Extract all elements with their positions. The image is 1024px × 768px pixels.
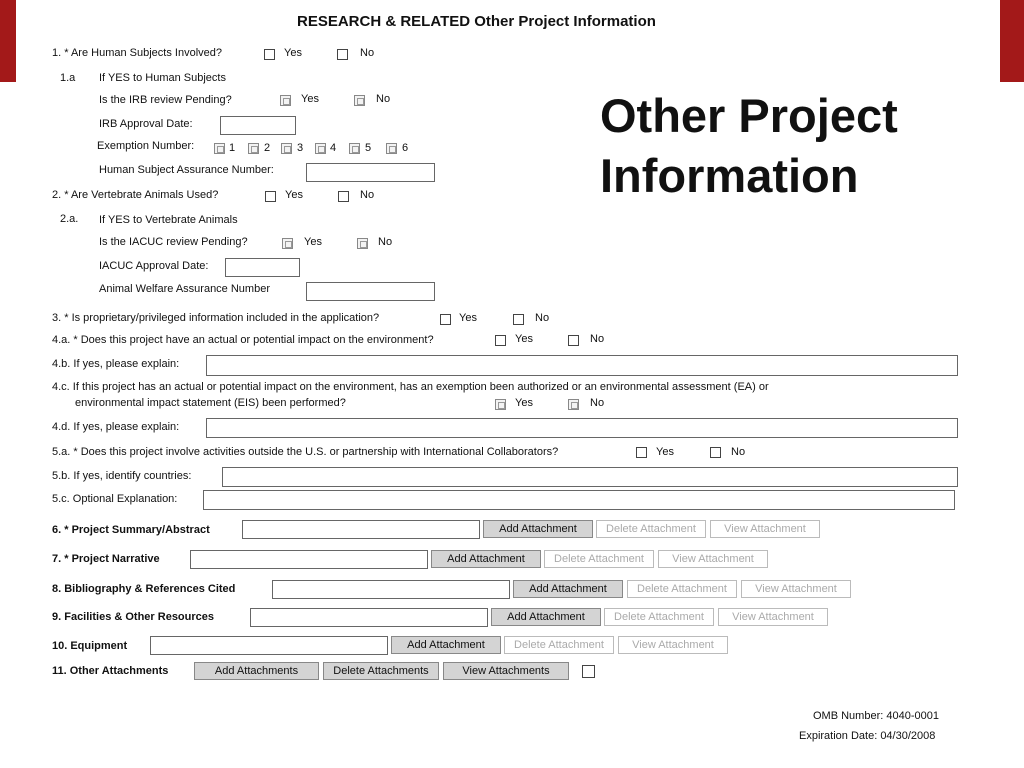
q4d-label: 4.d. If yes, please explain:: [52, 421, 180, 433]
iacuc-pending-yes-label: Yes: [304, 236, 322, 248]
irb-pending-no-checkbox[interactable]: [354, 95, 365, 106]
q2a-text: If YES to Vertebrate Animals: [99, 214, 238, 226]
iacuc-pending-yes-checkbox[interactable]: [282, 238, 293, 249]
slide-heading-line-2: Information: [600, 149, 859, 202]
att6-delete-button[interactable]: Delete Attachment: [596, 520, 706, 538]
q3-yes-checkbox[interactable]: [440, 314, 451, 325]
att6-view-button[interactable]: View Attachment: [710, 520, 820, 538]
q4c-yes-label: Yes: [515, 397, 533, 409]
exemption-5-checkbox[interactable]: [349, 143, 360, 154]
att9-delete-button[interactable]: Delete Attachment: [604, 608, 714, 626]
att8-filename-field[interactable]: [272, 580, 510, 599]
q4b-label: 4.b. If yes, please explain:: [52, 358, 180, 370]
q1-no-label: No: [360, 47, 375, 59]
q4c-no-label: No: [590, 397, 605, 409]
q11-delete-button[interactable]: Delete Attachments: [323, 662, 439, 680]
omb-number: OMB Number: 4040-0001: [813, 710, 939, 722]
att7-filename-field[interactable]: [190, 550, 428, 569]
q3-no-label: No: [535, 312, 550, 324]
irb-date-field[interactable]: [220, 116, 296, 135]
welfare-field[interactable]: [306, 282, 435, 301]
att8-label: 8. Bibliography & References Cited: [52, 583, 236, 595]
q11-view-button[interactable]: View Attachments: [443, 662, 569, 680]
exemption-2-checkbox[interactable]: [248, 143, 259, 154]
q2-no-label: No: [360, 189, 375, 201]
q4a-yes-checkbox[interactable]: [495, 335, 506, 346]
q1a-text: If YES to Human Subjects: [99, 72, 226, 84]
q3-no-checkbox[interactable]: [513, 314, 524, 325]
q5c-explanation-field[interactable]: [203, 490, 955, 510]
right-edge-bar: [1000, 0, 1024, 82]
irb-pending-no-label: No: [376, 93, 391, 105]
exemption-3-checkbox[interactable]: [281, 143, 292, 154]
irb-date-label: IRB Approval Date:: [99, 118, 193, 130]
q5a-label: 5.a. * Does this project involve activities outside the U.S. or partnership with International Collaborators?: [52, 446, 559, 458]
q11-label: 11. Other Attachments: [52, 665, 169, 677]
q4c-yes-checkbox[interactable]: [495, 399, 506, 410]
att6-filename-field[interactable]: [242, 520, 480, 539]
q2-label: 2. * Are Vertebrate Animals Used?: [52, 189, 219, 201]
assurance-label: Human Subject Assurance Number:: [99, 164, 274, 176]
att9-view-button[interactable]: View Attachment: [718, 608, 828, 626]
exemption-2-label: 2: [264, 142, 271, 154]
q1-yes-label: Yes: [284, 47, 302, 59]
att9-label: 9. Facilities & Other Resources: [52, 611, 215, 623]
exemption-3-label: 3: [297, 142, 304, 154]
iacuc-pending-no-label: No: [378, 236, 393, 248]
q1-no-checkbox[interactable]: [337, 49, 348, 60]
q4d-explain-field[interactable]: [206, 418, 958, 438]
q2-no-checkbox[interactable]: [338, 191, 349, 202]
irb-pending-label: Is the IRB review Pending?: [99, 94, 232, 106]
att7-view-button[interactable]: View Attachment: [658, 550, 768, 568]
q2a-number: 2.a.: [60, 213, 79, 225]
q2-yes-label: Yes: [285, 189, 303, 201]
iacuc-pending-no-checkbox[interactable]: [357, 238, 368, 249]
att10-add-button[interactable]: Add Attachment: [391, 636, 501, 654]
irb-pending-yes-checkbox[interactable]: [280, 95, 291, 106]
att9-filename-field[interactable]: [250, 608, 488, 627]
q11-checkbox[interactable]: [582, 665, 595, 678]
q5b-label: 5.b. If yes, identify countries:: [52, 470, 192, 482]
att10-delete-button[interactable]: Delete Attachment: [504, 636, 614, 654]
exemption-6-checkbox[interactable]: [386, 143, 397, 154]
exemption-1-label: 1: [229, 142, 236, 154]
att10-view-button[interactable]: View Attachment: [618, 636, 728, 654]
exemption-4-checkbox[interactable]: [315, 143, 326, 154]
q5a-no-label: No: [731, 446, 746, 458]
q4c-no-checkbox[interactable]: [568, 399, 579, 410]
form-title: RESEARCH & RELATED Other Project Information: [297, 13, 656, 30]
q5b-countries-field[interactable]: [222, 467, 958, 487]
exemption-6-label: 6: [402, 142, 409, 154]
att8-add-button[interactable]: Add Attachment: [513, 580, 623, 598]
att10-label: 10. Equipment: [52, 640, 128, 652]
q5a-yes-label: Yes: [656, 446, 674, 458]
exemption-1-checkbox[interactable]: [214, 143, 225, 154]
exemption-4-label: 4: [330, 142, 337, 154]
slide-heading-line-1: Other Project: [600, 89, 898, 142]
assurance-field[interactable]: [306, 163, 435, 182]
att7-delete-button[interactable]: Delete Attachment: [544, 550, 654, 568]
q4c-label-line-1: 4.c. If this project has an actual or potential impact on the environment, has an exemption been authorized or an environmental assessment (EA) or: [52, 381, 769, 393]
q1-yes-checkbox[interactable]: [264, 49, 275, 60]
att10-filename-field[interactable]: [150, 636, 388, 655]
q4c-label-line-2: environmental impact statement (EIS) been performed?: [75, 397, 346, 409]
irb-pending-yes-label: Yes: [301, 93, 319, 105]
q2-yes-checkbox[interactable]: [265, 191, 276, 202]
iacuc-date-label: IACUC Approval Date:: [99, 260, 209, 272]
expiration-date: Expiration Date: 04/30/2008: [799, 730, 936, 742]
iacuc-date-field[interactable]: [225, 258, 300, 277]
q3-label: 3. * Is proprietary/privileged information included in the application?: [52, 312, 380, 324]
att6-add-button[interactable]: Add Attachment: [483, 520, 593, 538]
att7-add-button[interactable]: Add Attachment: [431, 550, 541, 568]
q1a-number: 1.a: [60, 72, 76, 84]
att9-add-button[interactable]: Add Attachment: [491, 608, 601, 626]
q5a-no-checkbox[interactable]: [710, 447, 721, 458]
q4a-no-label: No: [590, 333, 605, 345]
att8-view-button[interactable]: View Attachment: [741, 580, 851, 598]
q4a-yes-label: Yes: [515, 333, 533, 345]
exemption-label: Exemption Number:: [97, 140, 195, 152]
q5c-label: 5.c. Optional Explanation:: [52, 493, 178, 505]
q11-add-button[interactable]: Add Attachments: [194, 662, 319, 680]
q4a-no-checkbox[interactable]: [568, 335, 579, 346]
q3-yes-label: Yes: [459, 312, 477, 324]
att8-delete-button[interactable]: Delete Attachment: [627, 580, 737, 598]
q1-label: 1. * Are Human Subjects Involved?: [52, 47, 222, 59]
q4b-explain-field[interactable]: [206, 355, 958, 376]
q5a-yes-checkbox[interactable]: [636, 447, 647, 458]
welfare-label: Animal Welfare Assurance Number: [99, 283, 270, 295]
exemption-5-label: 5: [365, 142, 372, 154]
q4a-label: 4.a. * Does this project have an actual or potential impact on the environment?: [52, 334, 434, 346]
att7-label: 7. * Project Narrative: [52, 553, 160, 565]
att6-label: 6. * Project Summary/Abstract: [52, 524, 210, 536]
iacuc-pending-label: Is the IACUC review Pending?: [99, 236, 248, 248]
left-edge-bar: [0, 0, 16, 82]
